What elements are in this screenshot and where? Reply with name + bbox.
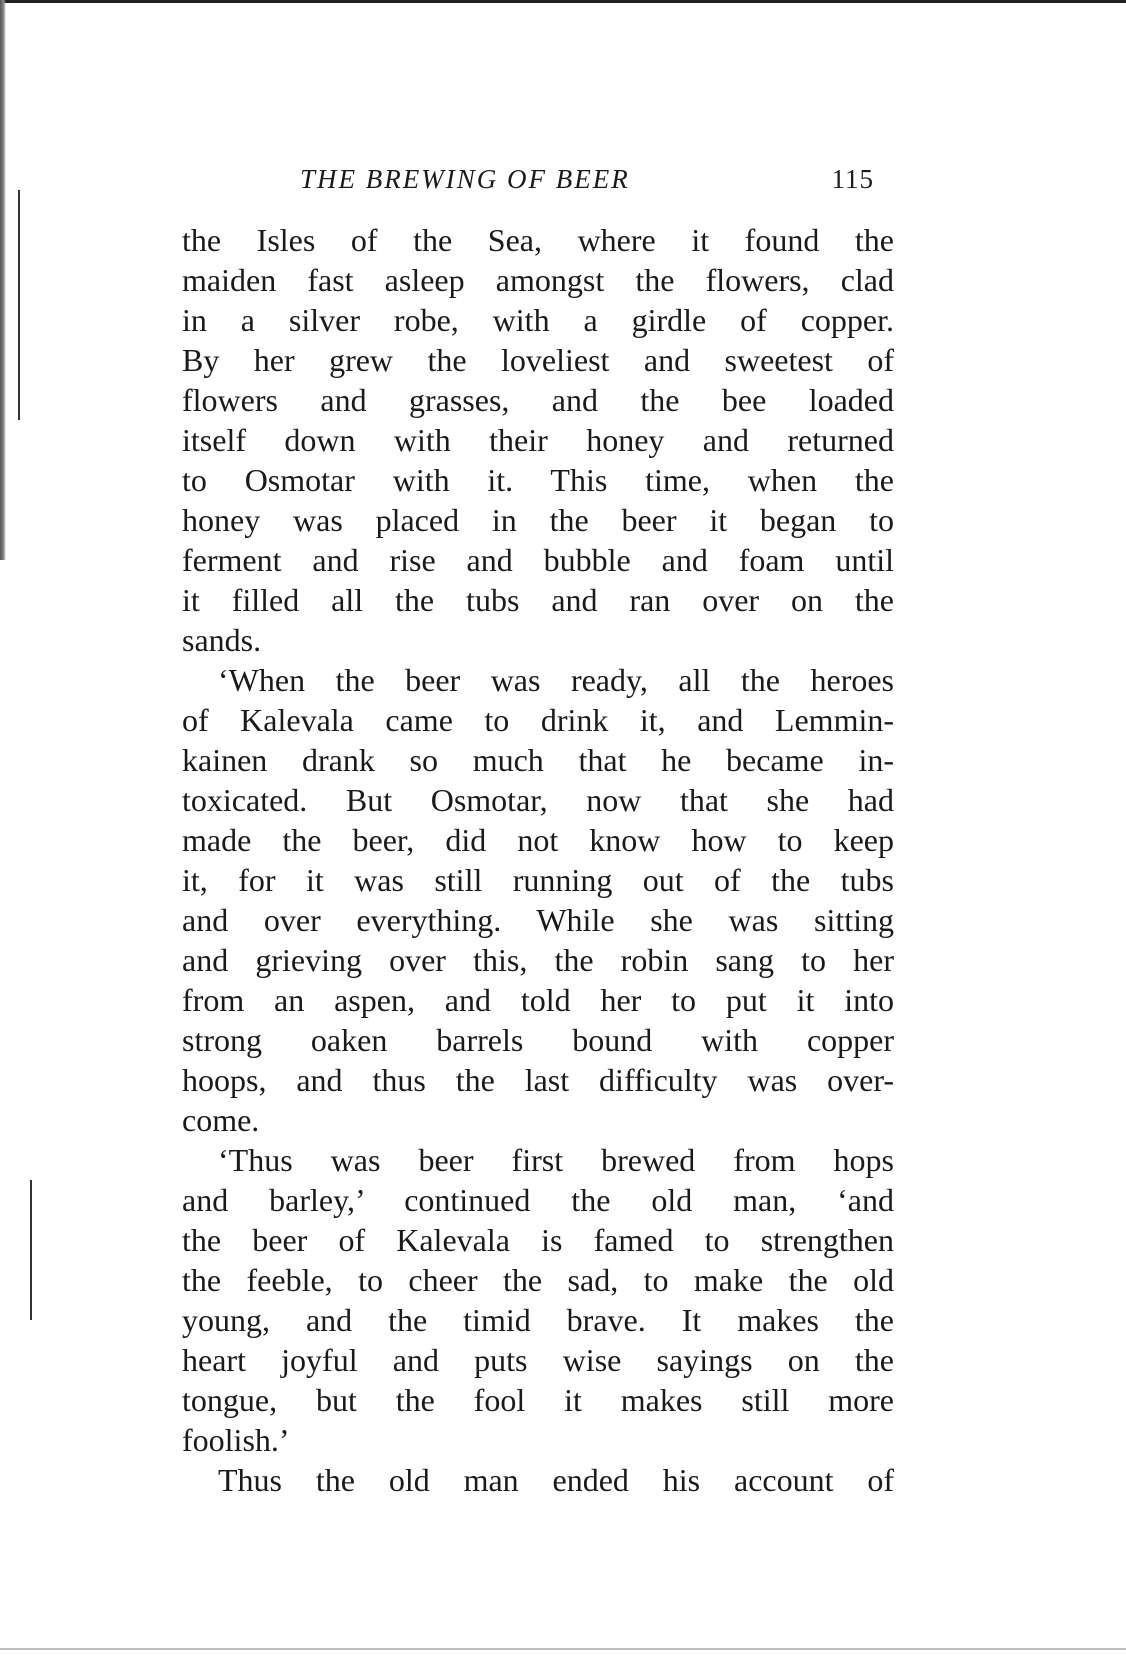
text-line: and grieving over this, the robin sang to her [182,942,894,978]
text-line: flowers and grasses, and the bee loaded [182,382,894,418]
text-line: ‘When the beer was ready, all the heroes [218,662,894,698]
running-title: THE BREWING OF BEER [300,164,630,194]
text-line: maiden fast asleep amongst the flowers, clad [182,262,894,298]
text-line: come. [182,1102,260,1138]
paragraph [182,1460,894,1500]
text-line: the Isles of the Sea, where it found the [182,222,894,258]
text-line: in a silver robe, with a girdle of copper. [182,302,894,338]
text-line: from an aspen, and told her to put it into [182,982,894,1018]
binding-mark [18,190,20,420]
text-line: hoops, and thus the last difficulty was over- [182,1062,894,1098]
text-line: and barley,’ continued the old man, ‘and [182,1182,894,1218]
text-line: it filled all the tubs and ran over on the [182,582,894,618]
text-line: sands. [182,622,262,658]
page-number: 115 [831,164,874,194]
text-line: By her grew the loveliest and sweetest of [182,342,894,378]
text-line: Thus the old man ended his account of [218,1462,894,1498]
text-line: young, and the timid brave. It makes the [182,1302,894,1338]
text-line: the beer of Kalevala is famed to strengthen [182,1222,894,1258]
binding-mark [30,1180,32,1320]
text-line: foolish.’ [182,1422,290,1458]
text-line: heart joyful and puts wise sayings on the [182,1342,894,1378]
book-page [182,158,894,1500]
text-line: toxicated. But Osmotar, now that she had [182,782,894,818]
text-line: ferment and rise and bubble and foam until [182,542,894,578]
paragraph [182,660,894,1140]
text-line: the feeble, to cheer the sad, to make the old [182,1262,894,1298]
text-line: ‘Thus was beer first brewed from hops [218,1142,894,1178]
text-line: tongue, but the fool it makes still more [182,1382,894,1418]
top-border [0,0,1126,3]
text-line: itself down with their honey and returned [182,422,894,458]
text-line: it, for it was still running out of the tubs [182,862,894,898]
text-line: to Osmotar with it. This time, when the [182,462,894,498]
text-line: of Kalevala came to drink it, and Lemmin- [182,702,894,738]
bottom-border [0,1648,1126,1650]
body-text [182,220,894,1500]
text-line: made the beer, did not know how to keep [182,822,894,858]
text-line: strong oaken barrels bound with copper [182,1022,894,1058]
paragraph [182,220,894,660]
paragraph [182,1140,894,1460]
running-head [182,158,894,202]
text-line: and over everything. While she was sitting [182,902,894,938]
text-line: kainen drank so much that he became in- [182,742,894,778]
text-line: honey was placed in the beer it began to [182,502,894,538]
binding-shadow [0,0,6,560]
